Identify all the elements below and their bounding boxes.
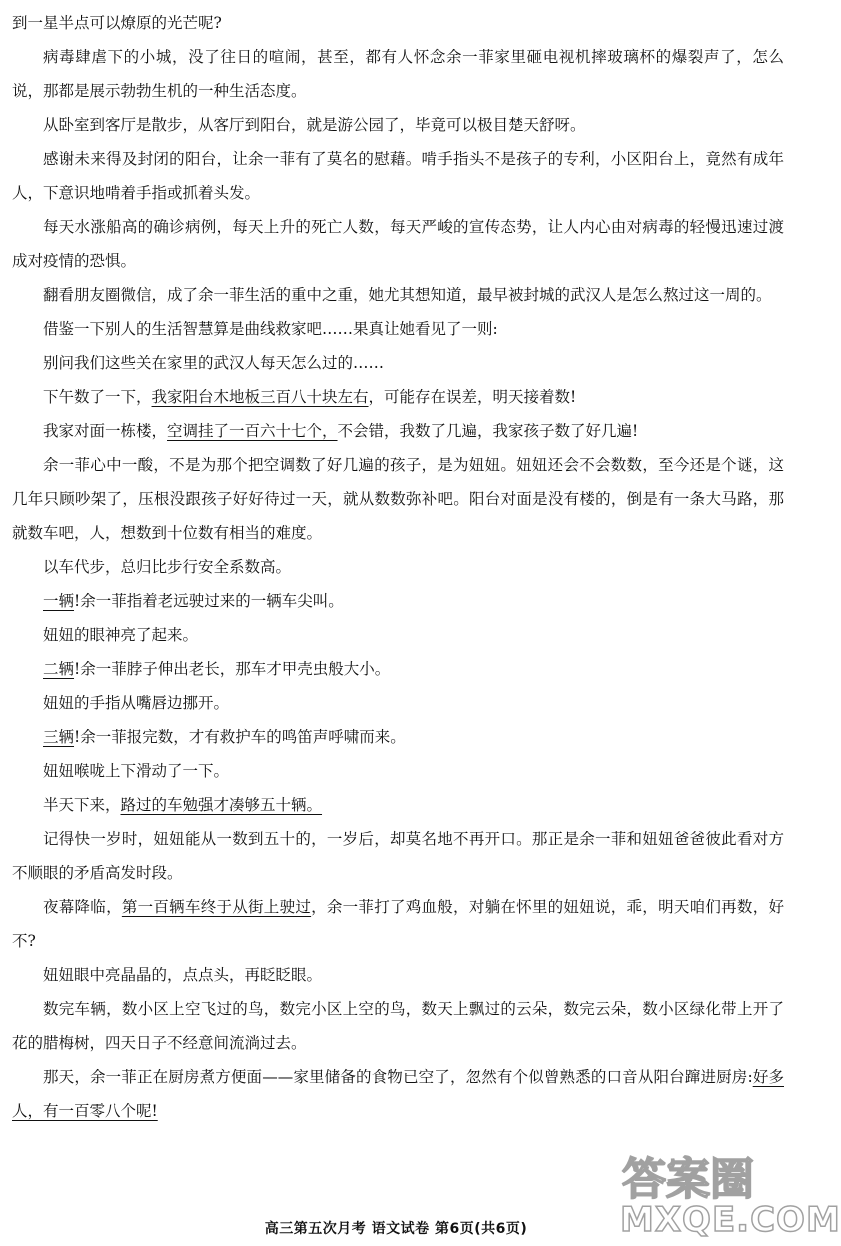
- paragraph: [12, 312, 784, 346]
- paragraph: [12, 210, 784, 278]
- text-segment: 余一菲心中一酸，不是为那个把空调数了好几遍的孩子，是为妞妞。妞妞还会不会数数，至今还是个谜，这几年只顾吵架了，压根没跟孩子好好待过一天，就从数数弥补吧。阳台对面是没有楼的，倒是有一条大马路，那就数车吧，人，想数到十位数有相当的难度。: [12, 456, 784, 542]
- page-footer: 高三第五次月考 语文试卷 第6页(共6页): [264, 1221, 528, 1237]
- paragraph: [12, 448, 784, 550]
- text-segment: 记得快一岁时，妞妞能从一数到五十的，一岁后，却莫名地不再开口。那正是余一菲和妞妞爸爸彼此看对方不顺眼的矛盾高发时段。: [12, 830, 784, 882]
- text-segment: 翻看朋友圈微信，成了余一菲生活的重中之重，她尤其想知道，最早被封城的武汉人是怎么熬过这一周的。: [43, 286, 772, 304]
- text-segment: 感谢未来得及封闭的阳台，让余一菲有了莫名的慰藉。啃手指头不是孩子的专利，小区阳台上，竟然有成年人，下意识地啃着手指或抓着头发。: [12, 150, 784, 202]
- paragraph: [12, 754, 784, 788]
- paragraph: [12, 618, 784, 652]
- text-segment: 半天下来，: [43, 796, 121, 814]
- paragraph: [12, 686, 784, 720]
- underlined-text: 二辆: [43, 660, 75, 678]
- text-segment: !余一菲指着老远驶过来的一辆车尖叫。: [74, 592, 344, 610]
- underlined-text: 好多人，有一百零八个呢!: [12, 1068, 784, 1120]
- text-segment: 妞妞眼中亮晶晶的，点点头，再眨眨眼。: [43, 966, 323, 984]
- paragraph: [12, 550, 784, 584]
- underlined-text: 我家阳台木地板三百八十块左右: [151, 388, 369, 406]
- paragraph: [12, 40, 784, 108]
- text-segment: 从卧室到客厅是散步，从客厅到阳台，就是游公园了，毕竟可以极目楚天舒呀。: [43, 116, 586, 134]
- watermark: [618, 1150, 841, 1242]
- underlined-text: 第一百辆车终于从街上驶过: [121, 898, 312, 916]
- paragraph: [12, 142, 784, 210]
- paragraph: [12, 1060, 784, 1128]
- text-segment: 借鉴一下别人的生活智慧算是曲线救家吧……果真让她看见了一则:: [43, 320, 498, 338]
- text-segment: 妞妞的眼神亮了起来。: [43, 626, 199, 644]
- text-segment: 妞妞喉咙上下滑动了一下。: [43, 762, 230, 780]
- text-segment: 每天水涨船高的确诊病例，每天上升的死亡人数，每天严峻的宣传态势，让人内心由对病毒的轻慢迅速过渡成对疫情的恐惧。: [12, 218, 784, 270]
- paragraph: [12, 346, 784, 380]
- paragraph: [12, 890, 784, 958]
- text-segment: 下午数了一下，: [43, 388, 152, 406]
- paragraph: [12, 380, 784, 414]
- underlined-text: 空调挂了一百六十七个，: [167, 422, 338, 440]
- paragraph: [12, 822, 784, 890]
- text-segment: 妞妞的手指从嘴唇边挪开。: [43, 694, 230, 712]
- watermark-logo-icon: [618, 1150, 786, 1205]
- text-segment: 那天，余一菲正在厨房煮方便面——家里储备的食物已空了，忽然有个似曾熟悉的口音从阳台蹿进厨房:: [43, 1068, 753, 1086]
- underlined-text: 路过的车勉强才凑够五十辆。: [120, 796, 323, 814]
- paragraph: [12, 788, 784, 822]
- text-segment: 夜幕降临，: [43, 898, 122, 916]
- watermark-logo-text: 答案圈: [622, 1154, 754, 1205]
- paragraph: [12, 652, 784, 686]
- text-segment: 到一星半点可以燎原的光芒呢?: [12, 14, 222, 32]
- underlined-text: 一辆: [43, 592, 75, 610]
- paragraph: [12, 992, 784, 1060]
- paragraph: [12, 278, 784, 312]
- text-segment: 别问我们这些关在家里的武汉人每天怎么过的……: [43, 354, 385, 372]
- text-segment: 病毒肆虐下的小城，没了往日的喧闹，甚至，都有人怀念余一菲家里砸电视机摔玻璃杯的爆裂声了，怎么说，那都是展示勃勃生机的一种生活态度。: [12, 48, 784, 100]
- text-segment: ，可能存在误差，明天接着数!: [368, 388, 577, 406]
- text-segment: ，余一菲打了鸡血般，对躺在怀里的妞妞说，乖，明天咱们再数，好不?: [12, 898, 784, 950]
- text-segment: 不会错，我数了几遍，我家孩子数了好几遍!: [337, 422, 639, 440]
- underlined-text: 三辆: [43, 728, 75, 746]
- article-body: [12, 6, 784, 1128]
- text-segment: !余一菲报完数，才有救护车的鸣笛声呼啸而来。: [74, 728, 406, 746]
- text-segment: !余一菲脖子伸出老长，那车才甲壳虫般大小。: [74, 660, 391, 678]
- paragraph: [12, 6, 784, 40]
- paragraph: [12, 720, 784, 754]
- paragraph: [12, 958, 784, 992]
- paragraph: [12, 584, 784, 618]
- paragraph: [12, 414, 784, 448]
- text-segment: 以车代步，总归比步行安全系数高。: [43, 558, 292, 576]
- watermark-text: MXQE.COM: [620, 1200, 841, 1240]
- paragraph: [12, 108, 784, 142]
- text-segment: 数完车辆，数小区上空飞过的鸟，数完小区上空的鸟，数天上飘过的云朵，数完云朵，数小区绿化带上开了花的腊梅树，四天日子不经意间流淌过去。: [12, 1000, 784, 1052]
- text-segment: 我家对面一栋楼，: [43, 422, 168, 440]
